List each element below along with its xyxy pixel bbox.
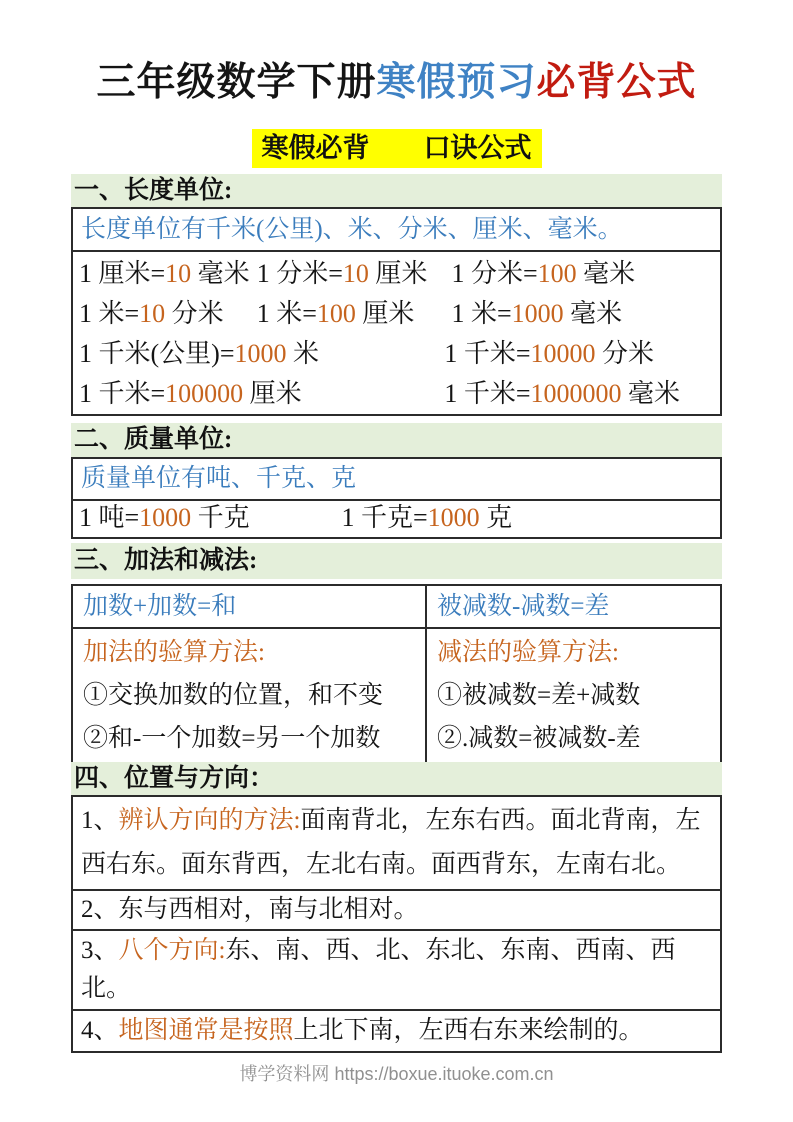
- mass-table: [71, 457, 722, 539]
- subtitle-row: [0, 129, 793, 168]
- formula-item: 1 分米=10 厘米: [256, 259, 428, 288]
- length-intro: 长度单位有千米(公里)、米、分米、厘米、毫米。: [73, 209, 720, 252]
- highlight-text: 辨认方向的方法:: [118, 807, 301, 834]
- highlight-text: 八个方向:: [118, 937, 226, 964]
- subtitle-badge: 寒假必背 口诀公式: [252, 129, 542, 168]
- formula-value: 100: [537, 259, 577, 288]
- formula-value: 10000: [530, 339, 596, 368]
- title-part-black: 三年级数学下册: [96, 61, 377, 104]
- highlight-text: 地图通常是按照: [118, 1017, 294, 1044]
- formula-row: [73, 254, 720, 294]
- direction-item: 2、东与西相对，南与北相对。: [73, 889, 720, 929]
- mass-intro: 质量单位有吨、千克、克: [73, 459, 720, 501]
- formula-value: 10: [342, 259, 369, 288]
- formula-item: 1 千克=1000 克: [341, 503, 513, 532]
- formula-item: 1 厘米=10 毫米: [79, 259, 250, 288]
- formula-row: [73, 334, 720, 374]
- addition-column: [73, 586, 427, 763]
- formula-value: 1000: [234, 339, 287, 368]
- direction-item: 3、八个方向:东、南、西、北、东北、东南、西南、西北。: [73, 929, 720, 1009]
- subtraction-check-item: ①被减数=差+减数: [437, 682, 641, 709]
- title-part-red: 必背公式: [536, 61, 697, 104]
- addition-check-item: ②和-一个加数=另一个加数: [83, 725, 381, 752]
- direction-table: [71, 795, 722, 1053]
- direction-item: 4、地图通常是按照上北下南，左西右东来绘制的。: [73, 1009, 720, 1051]
- formula-value: 100000: [165, 379, 244, 408]
- formula-item: 1 千米=10000 分米: [444, 339, 655, 368]
- section-heading-addsub: 三、加法和减法:: [71, 543, 722, 579]
- subtraction-check-title: 减法的验算方法:: [437, 639, 619, 666]
- formula-value: 10: [165, 259, 192, 288]
- direction-item: 1、辨认方向的方法:面南背北，左东右西。面北背南，左西右东。面东背西，左北右南。面西背东，左南右北。: [81, 807, 701, 878]
- addition-formula: 加数+加数=和: [73, 586, 425, 629]
- formula-item: 1 千米=100000 厘米: [79, 379, 302, 408]
- formula-item: 1 吨=1000 千克: [79, 503, 250, 532]
- addsub-table: [71, 584, 722, 765]
- section-heading-length: 一、长度单位:: [71, 174, 722, 207]
- formula-value: 1000: [511, 299, 564, 328]
- addition-check-title: 加法的验算方法:: [83, 639, 265, 666]
- formula-value: 1000: [427, 503, 480, 532]
- length-formulas: [73, 252, 720, 414]
- formula-item: 1 米=10 分米: [79, 299, 224, 328]
- addition-check-item: ①交换加数的位置，和不变: [83, 682, 384, 709]
- subtraction-check-item: ②.减数=被减数-差: [437, 725, 641, 752]
- formula-row: [73, 501, 720, 535]
- formula-value: 1000000: [530, 379, 622, 408]
- formula-row: [73, 294, 720, 334]
- formula-row: [73, 374, 720, 414]
- length-table: [71, 207, 722, 416]
- formula-value: 1000: [139, 503, 192, 532]
- formula-item: 1 分米=100 毫米: [451, 259, 636, 288]
- formula-value: 10: [139, 299, 166, 328]
- formula-item: 1 米=1000 毫米: [451, 299, 623, 328]
- formula-item: 1 千米(公里)=1000 米: [79, 339, 319, 368]
- subtraction-formula: 被减数-减数=差: [427, 586, 720, 629]
- subtraction-column: [427, 586, 720, 763]
- page-title: [0, 55, 793, 111]
- formula-item: 1 米=100 厘米: [256, 299, 415, 328]
- section-heading-direction: 四、位置与方向：: [71, 762, 722, 795]
- title-part-blue: 寒假预习: [376, 61, 537, 104]
- formula-value: 100: [316, 299, 356, 328]
- formula-item: 1 千米=1000000 毫米: [444, 379, 681, 408]
- section-heading-mass: 二、质量单位:: [71, 423, 722, 457]
- footer-credit: 博学资料网 https://boxue.ituoke.com.cn: [239, 1064, 554, 1084]
